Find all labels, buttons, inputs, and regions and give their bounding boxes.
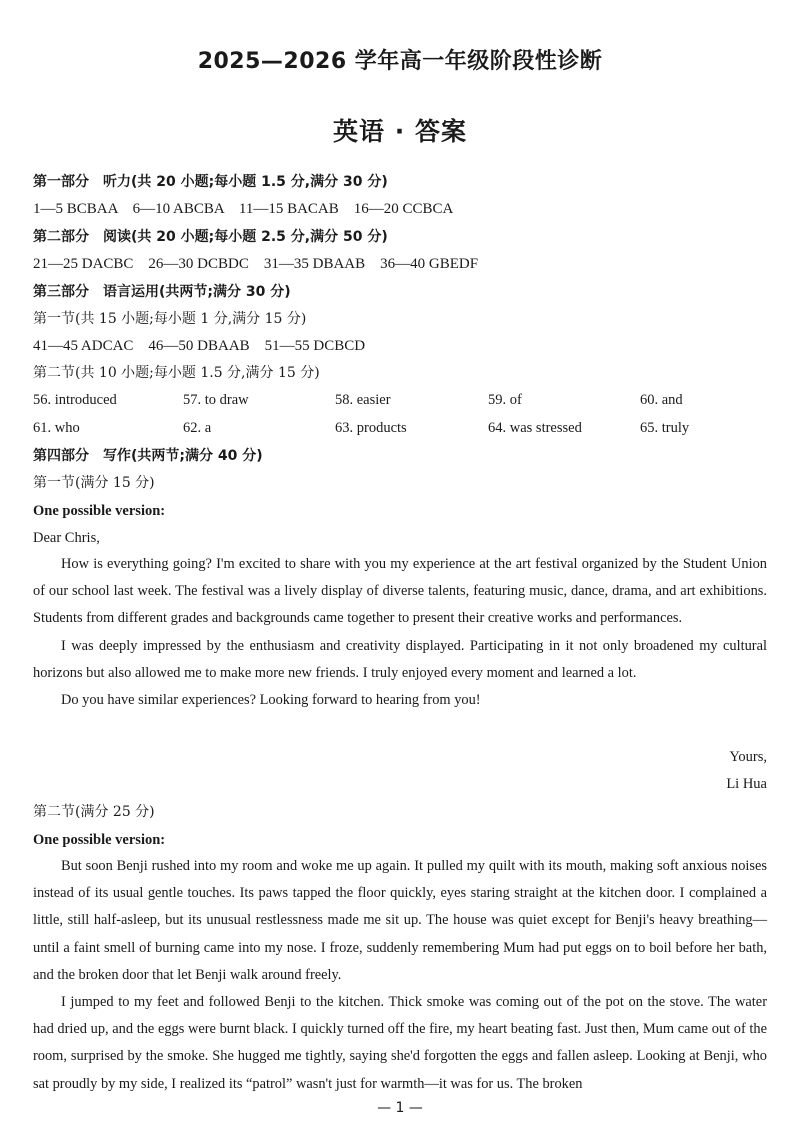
- version-label: One possible version:: [33, 503, 166, 519]
- part1-answers: 1—5 BCBAA 6—10 ABCBA 11—15 BACAB 16—20 CCBCA: [33, 201, 454, 217]
- fill-answer: 63. products: [335, 420, 407, 436]
- fill-answer: 62. a: [183, 420, 212, 436]
- part4-section2-heading: 第二节(满分 25 分): [33, 804, 155, 820]
- letter-paragraph: I was deeply impressed by the enthusiasm and creativity displayed. Participating in it not only broadened my cultural horizons but also allowed me to make more new friends. I truly enjoyed every moment and learned a lot.: [33, 637, 767, 681]
- part4-section1-heading: 第一节(满分 15 分): [33, 475, 155, 491]
- part3-section1-heading: 第一节(共 15 小题;每小题 1 分,满分 15 分): [33, 311, 307, 327]
- story-body: [33, 853, 767, 1098]
- letter-paragraph: How is everything going? I'm excited to share with you my experience at the art festival organized by the Student Union of our school last week. The festival was a lively display of diverse talents, featuring music, dance, drama, and art exhibitions. Students from different grades and backgrounds came together to present their creative works and performances.: [33, 556, 767, 627]
- page-title: 2025—2026 学年高一年级阶段性诊断: [197, 49, 603, 74]
- page-subtitle: 英语 · 答案: [333, 117, 467, 146]
- fill-answer: 57. to draw: [183, 392, 249, 408]
- letter-closing: Yours,: [729, 749, 767, 765]
- part2-heading: 第二部分 阅读(共 20 小题;每小题 2.5 分,满分 50 分): [33, 229, 388, 245]
- fill-answer: 58. easier: [335, 392, 391, 408]
- part3-section1-answers: 41—45 ADCAC 46—50 DBAAB 51—55 DCBCD: [33, 338, 366, 354]
- fill-answer: 59. of: [488, 392, 522, 408]
- fill-answer: 64. was stressed: [488, 420, 582, 436]
- part4-heading: 第四部分 写作(共两节;满分 40 分): [33, 448, 263, 464]
- letter-signature: Li Hua: [726, 776, 767, 792]
- letter-body: [33, 551, 767, 714]
- letter-paragraph: Do you have similar experiences? Looking forward to hearing from you!: [61, 692, 481, 709]
- fill-answer: 56. introduced: [33, 392, 117, 408]
- part3-section2-heading: 第二节(共 10 小题;每小题 1.5 分,满分 15 分): [33, 365, 320, 381]
- page-number: — 1 —: [377, 1100, 423, 1116]
- fill-answer: 61. who: [33, 420, 80, 436]
- fill-answer: 65. truly: [640, 420, 690, 436]
- part2-answers: 21—25 DACBC 26—30 DCBDC 31—35 DBAAB 36—40 GBEDF: [33, 256, 479, 272]
- fill-answers-row: [33, 392, 773, 412]
- part3-heading: 第三部分 语言运用(共两节;满分 30 分): [33, 284, 291, 300]
- letter-greeting: Dear Chris,: [33, 530, 100, 546]
- story-paragraph: But soon Benji rushed into my room and woke me up again. It pulled my quilt with its mouth, making soft anxious noises instead of its usual gentle touches. Its paws tapped the floor quickly, eyes staring straight at the kitchen door. I complained a little, still half-asleep, but its unusual restlessness made me sit up. The house was quiet except for Benji's heavy breathing—until a faint smell of burning came into my nose. I froze, suddenly remembering Mum had put eggs on to boil before her bath, and the broken door that let Benji walk around freely.: [33, 858, 767, 983]
- fill-answer: 60. and: [640, 392, 683, 408]
- fill-answers-row: [33, 420, 773, 440]
- version-label-2: One possible version:: [33, 832, 166, 848]
- story-paragraph: I jumped to my feet and followed Benji to the kitchen. Thick smoke was coming out of the pot on the stove. The water had dried up, and the eggs were burnt black. I quickly turned off the fire, my heart beating fast. Just then, Mum came out of the room, surprised by the smoke. She hugged me tightly, saying she'd forgotten the eggs and fallen asleep. Looking at Benji, who sat proudly by my side, I realized its “patrol” wasn't just for warmth—it was for us. The broken: [33, 994, 767, 1092]
- part1-heading: 第一部分 听力(共 20 小题;每小题 1.5 分,满分 30 分): [33, 174, 388, 190]
